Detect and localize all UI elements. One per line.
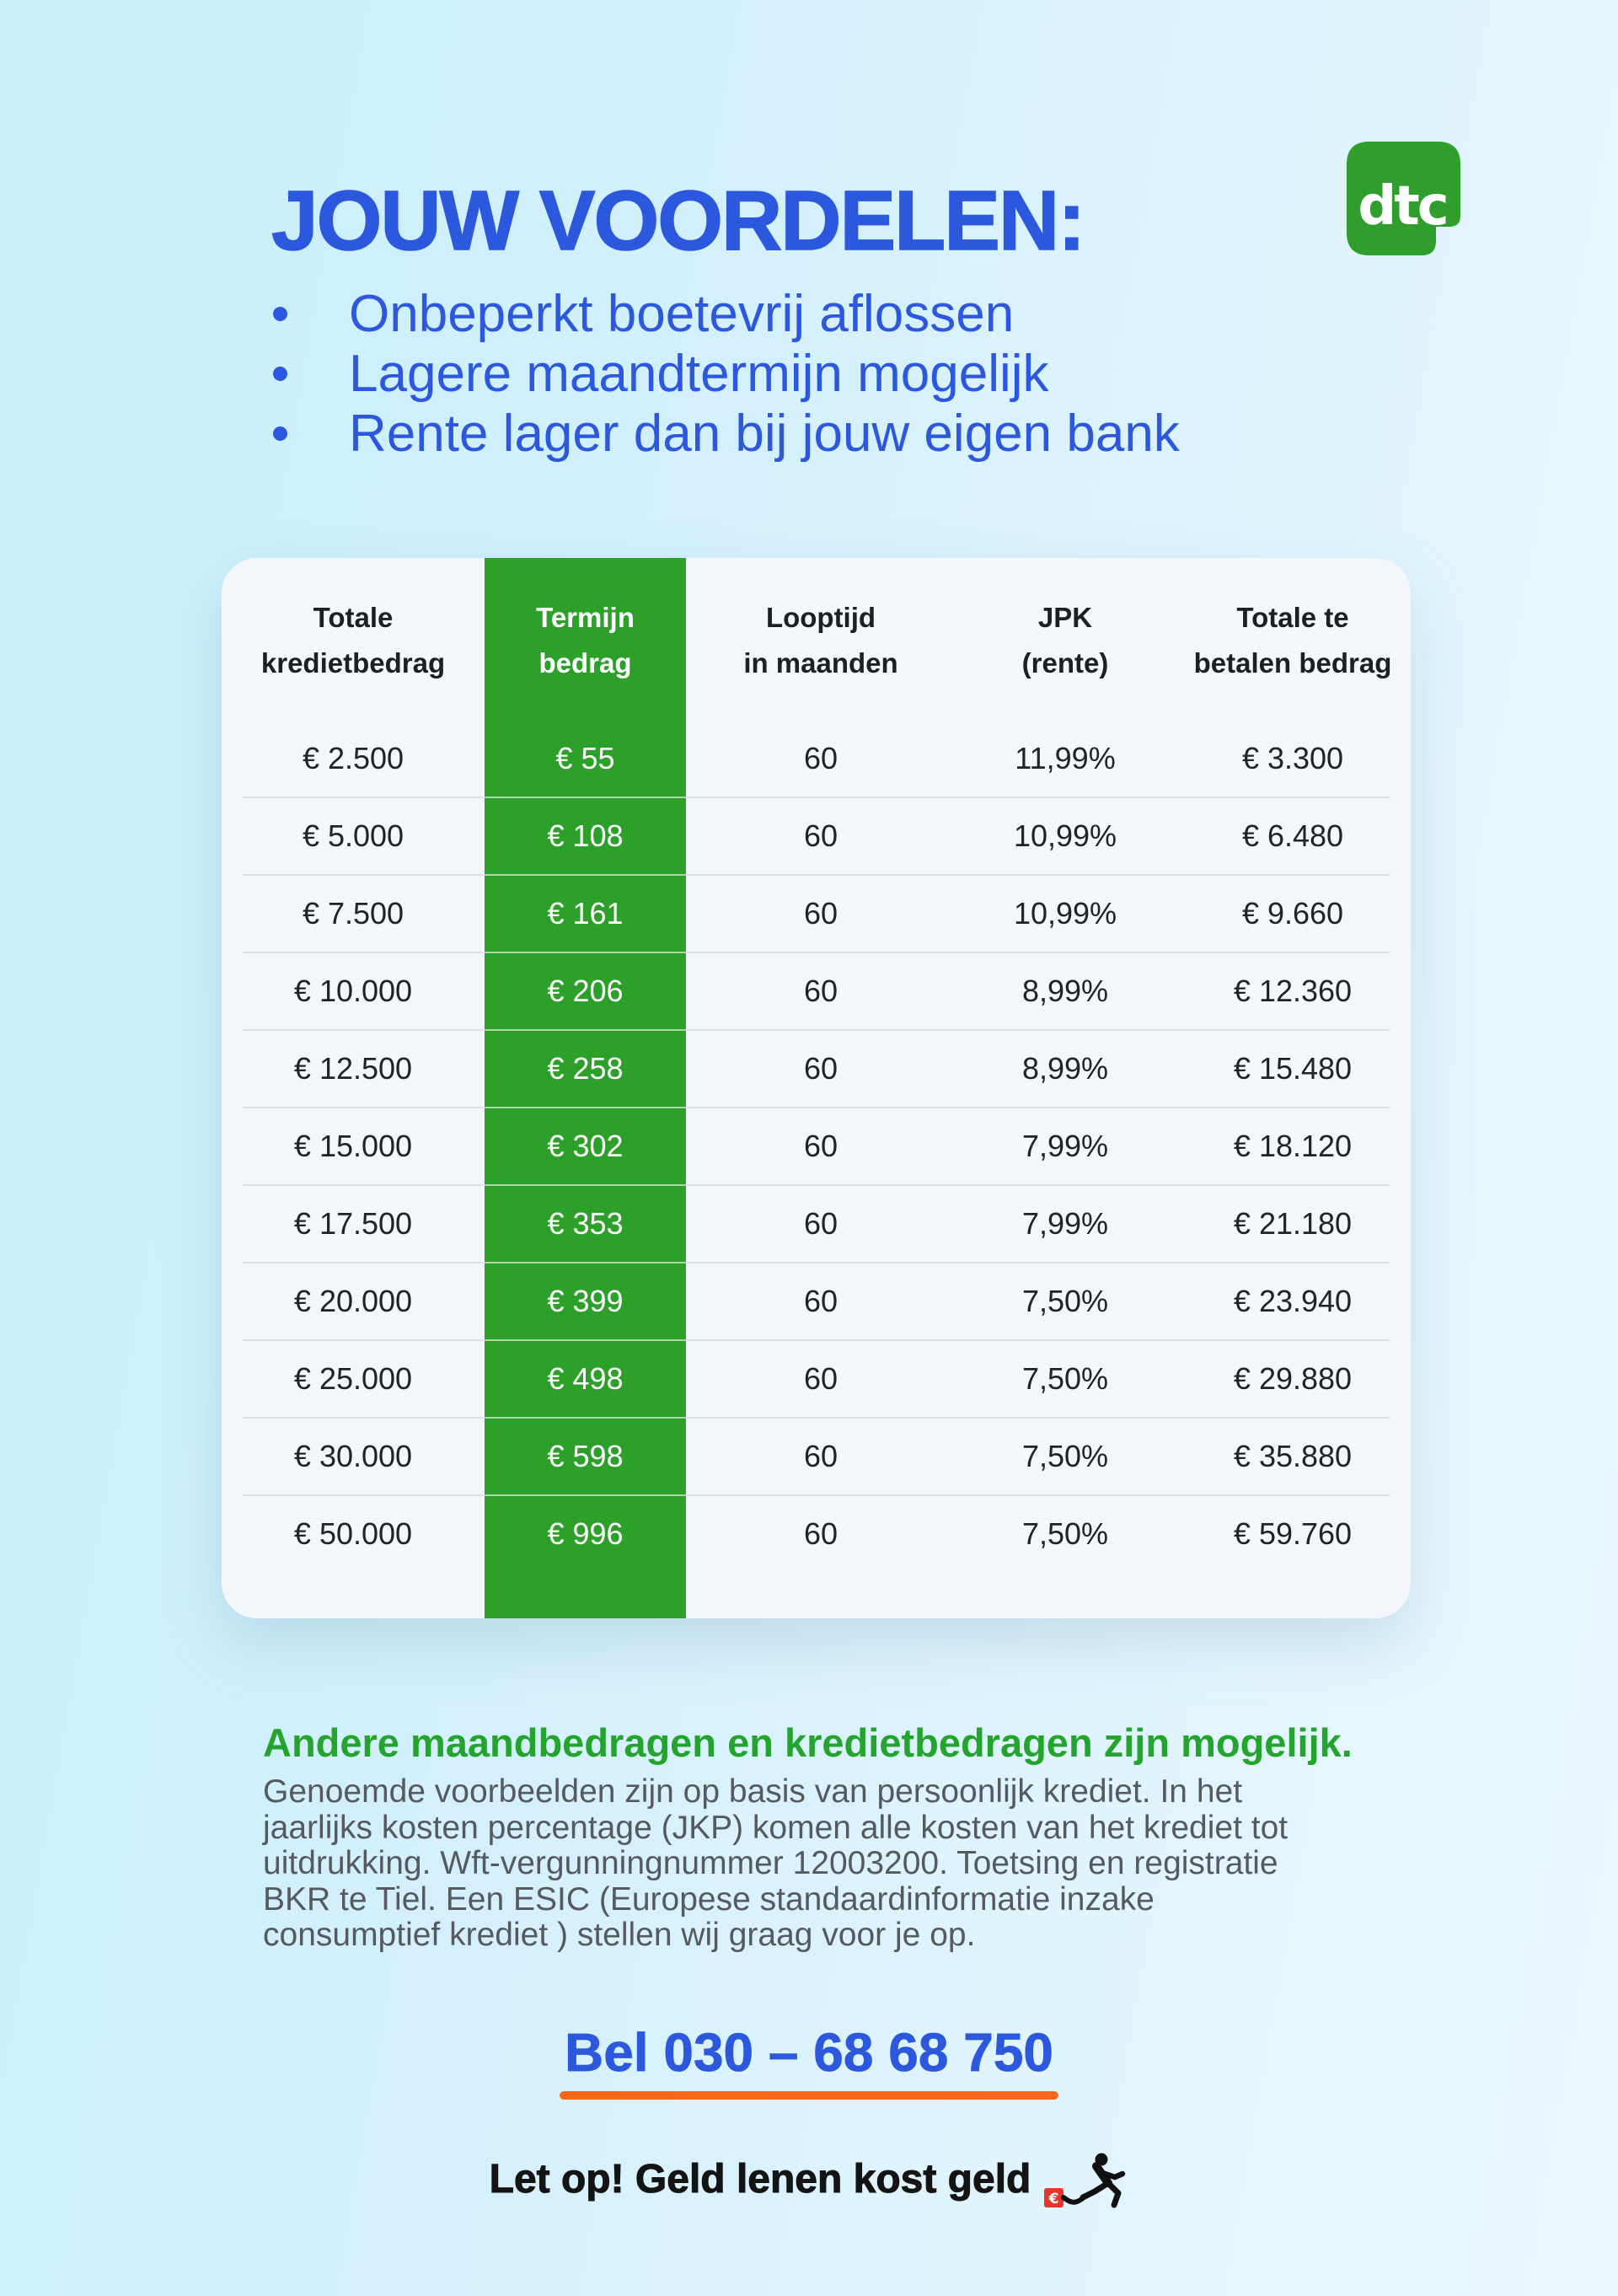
table-cell: € 258: [547, 1051, 624, 1086]
table-row: [222, 1031, 1411, 1107]
table-cell: 8,99%: [1021, 1051, 1109, 1086]
disclaimer-paragraph: [263, 1774, 1288, 1954]
table-cell: € 9.660: [1241, 896, 1344, 931]
table-cell: 60: [803, 1051, 838, 1086]
table-cell: 7,99%: [1021, 1129, 1109, 1163]
table-cell: € 15.000: [293, 1129, 413, 1163]
table-row: [222, 721, 1411, 797]
table-cell: 10,99%: [1013, 818, 1117, 853]
dtc-logo-bubble: [1347, 142, 1460, 255]
bullet-dot-icon: [273, 367, 287, 381]
table-cell: € 5.000: [302, 818, 404, 853]
phone-underline: [560, 2091, 1058, 2100]
table-row: [222, 1108, 1411, 1184]
table-header-row: [222, 558, 1411, 721]
table-cell: 8,99%: [1021, 974, 1109, 1008]
table-cell: € 353: [547, 1206, 624, 1241]
table-cell: € 30.000: [293, 1439, 413, 1473]
table-cell: € 498: [547, 1361, 624, 1396]
dtc-logo: [1347, 142, 1460, 255]
column-header-line: Totale: [313, 602, 394, 633]
loan-table-card: [222, 558, 1411, 1618]
table-cell: 60: [803, 974, 838, 1008]
table-cell: 60: [803, 741, 838, 775]
geld-lenen-kost-geld-icon: [1044, 2151, 1128, 2210]
table-cell: 7,50%: [1021, 1284, 1109, 1318]
table-cell: € 302: [547, 1129, 624, 1163]
column-header-line: betalen bedrag: [1193, 647, 1392, 679]
column-header-line: Termijn: [536, 602, 635, 633]
table-cell: € 206: [547, 974, 624, 1008]
table-cell: € 161: [547, 896, 624, 931]
table-cell: € 29.880: [1233, 1361, 1353, 1396]
table-cell: € 23.940: [1233, 1284, 1353, 1318]
column-header-totaal: [1175, 558, 1411, 721]
table-body: [222, 721, 1411, 1572]
table-cell: € 3.300: [1241, 741, 1344, 775]
table-cell: € 59.760: [1233, 1516, 1353, 1551]
disclaimer-line: BKR te Tiel. Een ESIC (Europese standaardinformatie inzake: [263, 1880, 1155, 1918]
column-header-line: bedrag: [538, 647, 632, 679]
table-cell: € 25.000: [293, 1361, 413, 1396]
table-cell: € 50.000: [293, 1516, 413, 1551]
column-header-jkp: [956, 558, 1175, 721]
other-amounts-subheading: Andere maandbedragen en kredietbedragen zijn mogelijk.: [263, 1720, 1353, 1765]
column-header-line: kredietbedrag: [260, 647, 446, 679]
table-cell: 60: [803, 1361, 838, 1396]
table-row: [222, 1186, 1411, 1262]
table-cell: € 108: [547, 818, 624, 853]
table-cell: € 399: [547, 1284, 624, 1318]
disclaimer-line: uitdrukking. Wft-vergunningnummer 12003200. Toetsing en registratie: [263, 1845, 1278, 1881]
credit-warning-text: Let op! Geld lenen kost geld: [489, 2156, 1031, 2202]
benefit-text: Rente lager dan bij jouw eigen bank: [349, 405, 1180, 463]
table-cell: € 598: [547, 1439, 624, 1473]
benefit-item: [273, 284, 1180, 344]
disclaimer-line: Genoemde voorbeelden zijn op basis van persoonlijk krediet. In het: [263, 1773, 1243, 1810]
column-header-line: JPK: [1037, 602, 1093, 633]
table-cell: € 12.500: [293, 1051, 413, 1086]
phone-section: [0, 2021, 1618, 2100]
table-row: [222, 1263, 1411, 1339]
table-row: [222, 953, 1411, 1029]
table-row: [222, 798, 1411, 874]
benefit-text: Onbeperkt boetevrij aflossen: [349, 285, 1015, 343]
benefit-item: [273, 404, 1180, 464]
table-cell: € 18.120: [1233, 1129, 1353, 1163]
table-cell: 60: [803, 1129, 838, 1163]
table-cell: € 17.500: [293, 1206, 413, 1241]
table-row: [222, 876, 1411, 952]
column-header-termijnbedrag: [485, 558, 686, 721]
table-cell: 60: [803, 818, 838, 853]
table-cell: 11,99%: [1015, 741, 1116, 775]
disclaimer-line: jaarlijks kosten percentage (JKP) komen alle kosten van het krediet tot: [263, 1809, 1289, 1846]
benefit-item: [273, 344, 1180, 404]
table-cell: 60: [803, 1439, 838, 1473]
table-cell: 7,50%: [1021, 1516, 1109, 1551]
table-cell: 7,50%: [1021, 1361, 1109, 1396]
column-header-looptijd: [686, 558, 956, 721]
table-cell: 60: [803, 1284, 838, 1318]
column-header-kredietbedrag: [222, 558, 485, 721]
column-header-line: Looptijd: [765, 602, 876, 633]
table-cell: € 10.000: [293, 974, 413, 1008]
table-cell: 10,99%: [1013, 896, 1117, 931]
table-cell: 60: [803, 1206, 838, 1241]
table-cell: € 996: [547, 1516, 624, 1551]
phone-number: Bel 030 – 68 68 750: [564, 2022, 1054, 2083]
table-cell: € 7.500: [302, 896, 404, 931]
svg-text:€: €: [1048, 2191, 1059, 2207]
table-row: [222, 1496, 1411, 1572]
table-cell: 7,99%: [1021, 1206, 1109, 1241]
table-cell: € 20.000: [293, 1284, 413, 1318]
column-header-line: Totale te: [1236, 602, 1349, 633]
table-cell: € 6.480: [1241, 818, 1344, 853]
table-cell: 60: [803, 896, 838, 931]
benefit-text: Lagere maandtermijn mogelijk: [349, 345, 1049, 403]
table-row: [222, 1341, 1411, 1417]
page-title: JOUW VOORDELEN:: [271, 174, 1085, 268]
table-row: [222, 1419, 1411, 1494]
dtc-logo-text: dtc: [1358, 175, 1447, 238]
table-cell: € 55: [555, 741, 615, 775]
column-header-line: (rente): [1021, 647, 1109, 679]
table-cell: € 2.500: [302, 741, 404, 775]
credit-warning-section: [0, 2145, 1618, 2213]
bullet-dot-icon: [273, 426, 287, 441]
bullet-dot-icon: [273, 307, 287, 321]
table-cell: 60: [803, 1516, 838, 1551]
column-header-line: in maanden: [743, 647, 898, 679]
table-cell: € 21.180: [1233, 1206, 1353, 1241]
table-cell: € 12.360: [1233, 974, 1353, 1008]
table-cell: € 15.480: [1233, 1051, 1353, 1086]
table-cell: 7,50%: [1021, 1439, 1109, 1473]
disclaimer-line: consumptief krediet ) stellen wij graag voor je op.: [263, 1917, 976, 1953]
table-cell: € 35.880: [1233, 1439, 1353, 1473]
benefits-list: [273, 284, 1180, 464]
